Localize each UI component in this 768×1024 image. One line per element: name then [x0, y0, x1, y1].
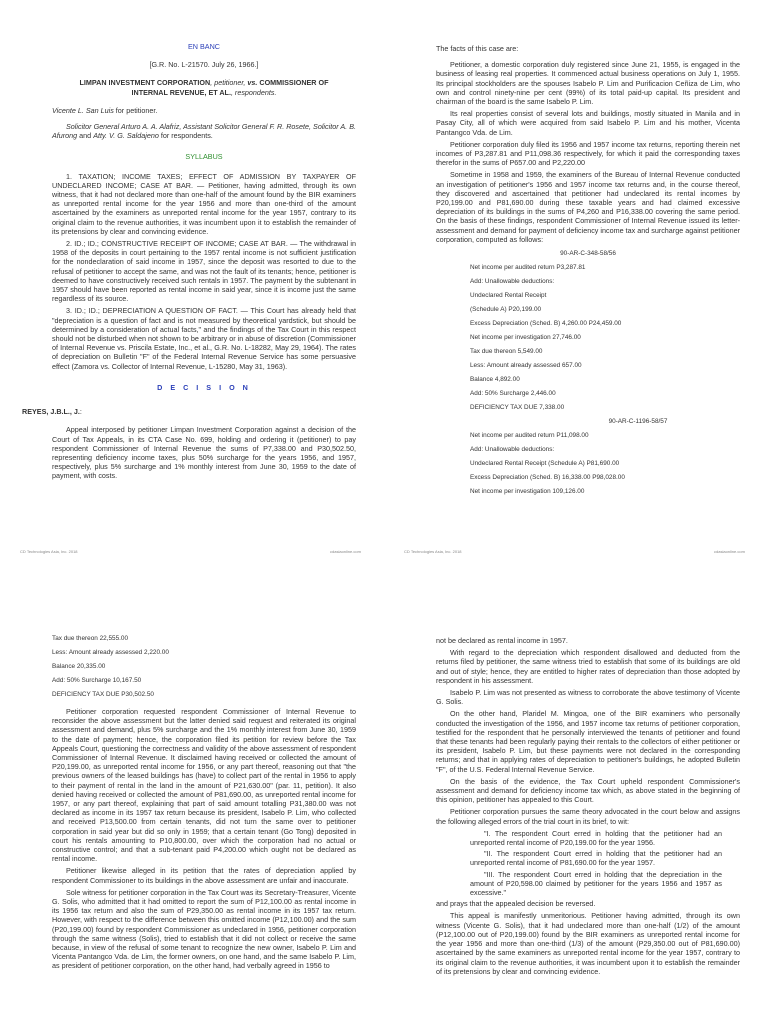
facts-intro: The facts of this case are:: [436, 44, 519, 53]
body-para-r0: not be declared as rental income in 1957.: [436, 636, 568, 645]
body-para-r4: On the basis of the evidence, the Tax Court upheld respondent Commissioner's assessment and demand for deficiency income tax which, as above stated in the beginning of this opinion, petitioner has appealed to this Court.: [436, 776, 740, 805]
comp-line: (Schedule A) P20,199.00: [470, 306, 542, 314]
comp-line: Excess Depreciation (Sched. B) 4,260.00 P24,459.00: [470, 320, 622, 328]
page-2-right: [384, 630, 768, 1024]
counsel-respondents: Solicitor General Arturo A. A. Alafriz, Assistant Solicitor General F. R. Rosete, Solicitor A. B. Afurong and Atty. V. G. Saldajeno for respondents.: [52, 122, 356, 141]
body-para-r6: and prays that the appealed decision be reversed.: [436, 899, 596, 909]
comp-line: Undeclared Rental Receipt (Schedule A) P81,690.00: [470, 460, 620, 468]
comp-line: Less: Amount already assessed 2,220.00: [52, 649, 169, 656]
ponente: REYES, J.B.L., J.:: [22, 407, 82, 417]
facts-para-4: Sometime in 1958 and 1959, the examiners of the Bureau of Internal Revenue conducted an investigation of petitioner's 1956 and 1957 income tax returns and, in the course thereof, they discovered and ascertained that petitioner had undeclared its rental incomes by P20,199.00 and P81,690.00 during these taxable years and had claimed excessive depreciation of its buildings in the sums of P4,260 and P16,338.00 covering the same period. On the basis of these findings, respondent Commissioner of Internal Revenue issued its letter- assessment and demand for payment of deficiency income tax and surcharge against petitioner corporation, computed as follows:: [436, 170, 740, 244]
body-para-r5: Petitioner corporation pursues the same theory advocated in the court below and assigns the following alleged errors of the trial court in its brief, to wit:: [436, 807, 740, 826]
counsel-petitioner: Vicente L. San Luis for petitioner.: [52, 105, 158, 115]
page-1-left: [0, 0, 384, 566]
facts-para-1: Petitioner, a domestic corporation duly registered since June 21, 1955, is engaged in the business of leasing real properties. It commenced actual business operations on July 1, 1955. Its principal stockholders are the spouses Isabelo P. Lim and Purificacion Ceñiza de Lim, who own and control ninety-nine per cent (99%) of its total paid-up capital. Its president and chairman of the board is the same Isabelo P. Lim.: [436, 60, 740, 107]
comp-line: Net income per audited return P3,287.81: [470, 264, 586, 272]
facts-para-3: Petitioner corporation duly filed its 1956 and 1957 income tax returns, reporting therein net incomes of P3,287.81 and P11,098.36 respectively, for which it paid the corresponding taxes therefor in the sums of P657.00 and P2,220.00: [436, 139, 740, 168]
syllabus-1: 1. TAXATION; INCOME TAXES; EFFECT OF ADMISSION BY TAXPAYER OF UNDECLARED INCOME; CASE AT BAR. — Petitioner, having admitted, through its own witness, that it had not declared more than one-half of the amount found by the BIR examiners as unreported rental income for the year 1956 and more than one-third of the amount ascertained by the examiners as unreported rental income for the year 1957, contrary to its original claim to the revenue authorities, it was incumbent upon it to establish the remainder of its pretensions by clear and convincing evidence.: [52, 171, 356, 236]
body-para-1: Petitioner corporation requested respondent Commissioner of Internal Revenue to reconsider the above assessment but the latter denied said request and reiterated its original assessment and demand, plus 5% surcharge and the 1% monthly interest from June 30, 1959 to the date of payment; hence, the corporation filed its petition for review before the Tax Appeals Court, questioning the correctness and validity of the above assessment of respondent Commissioner of Internal Revenue. It disclaimed having received or collected the amount of P20,199.00, as unreported rental income for 1956, or any part thereof, reasoning out that "the previous owners of the leased buildings has (have) to collect part of the rental in 1956 to apply to their payment of rental in the land in the amount of P21,630.00" (par. 11, petition). It also denied having received or collected the amount of P81,690.00, as unreported rental income for 1957, or any part thereof, explaining that part of said amount totalling P31,380.00 was not declared as income in its 1957 tax return because its president, Isabelo P. Lim, who collected and received P13,500.00 from certain tenants, did not turn the same over to petitioner corporation in said year but did so only in 1959; that a certain tenant (Go Tong) deposited in court his rentals amounting to P10,800.00, over which the corporation had no actual or constructive control; and that a sub-tenant paid P4,200.00 which ought not be declared as rental income.: [52, 707, 356, 864]
error-quote-1: "I. The respondent Court erred in holding that the petitioner had an unreported rental income of P20,199.00 for the year 1956.: [470, 828, 722, 848]
page-gap: [0, 566, 768, 630]
comp-line: Add: 50% Surcharge 2,446.00: [470, 390, 556, 398]
footer-left-2: CD Technologies Asia, Inc. 2018: [404, 549, 462, 554]
body-para-r7: This appeal is manifestly unmeritorious. Petitioner having admitted, through its own witness (Vicente G. Solis), that it had undeclared more than one-half (1/2) of the amount (P12,100.00 out of P20,199.00) found by the BIR examiners as unreported rental income for the year 1956 and more than one-third (1/3) of the amount (P29,350.00 out of P81,690.00) ascertained by the same examiners as unreported rental income for the year 1957, contrary to its original claim to the revenue authorities, it was incumbent upon it to establish the remainder of its pretensions by clear and convincing evidence.: [436, 911, 740, 976]
comp-line: Balance 20,335.00: [52, 663, 106, 670]
syllabus-2: 2. ID.; ID.; CONSTRUCTIVE RECEIPT OF INCOME; CASE AT BAR. — The withdrawal in 1958 of the deposits in court pertaining to the 1957 rental income is not sufficient justification for the nondeclaration of said income in 1957, since the deposit was resorted to due to the refusal of petitioner to accept the same, and was not the fault of its tenants; hence, petitioner is deemed to have constructively received such rentals in 1957. The payment by the subtenant in 1957 should have been reported as rental income in said year, since it is income just the same regardless of its source.: [52, 239, 356, 304]
comp-line: DEFICIENCY TAX DUE P30,502.50: [52, 691, 154, 698]
comp-line: Tax due thereon 5,549.00: [470, 348, 543, 356]
computation-2: [436, 429, 740, 499]
comp-line: Add: 50% Surcharge 10,167.50: [52, 677, 142, 684]
syllabus-3: 3. ID.; ID.; DEPRECIATION A QUESTION OF FACT. — This Court has already held that "depreciation is a question of fact and is not measured by theoretical yardstick, but should be determined by a consideration of actual facts," and the findings of the Tax Court in this respect should not be disturbed when not shown to be arbitrary or in abuse of discretion (Commissioner of Internal Revenue vs. Priscila Estate, Inc., et al., G.R. No. L-18282, May 29, 1964). The rates of depreciation on Bulletin "F" of the Federal Internal Revenue Service has some persuasive effect (Zamora vs. Collector of Internal Revenue, L-15280, May 31, 1963).: [52, 306, 356, 371]
comp-line: Net income per audited return P11,098.00: [470, 432, 589, 440]
footer-right-2: cdasiaonline.com: [714, 549, 745, 554]
comp-line: Tax due thereon 22,555.00: [52, 635, 129, 642]
error-quote-3: "III. The respondent Court erred in holding that the depreciation in the amount of P20,598.00 claimed by petitioner for the years 1956 and 1957 as excessive.": [470, 869, 722, 898]
comp-line: Add: Unallowable deductions:: [470, 446, 555, 454]
page-1-right: [384, 0, 768, 566]
body-para-2: Petitioner likewise alleged in its petition that the rates of depreciation applied by respondent Commissioner to its buildings in the above assessment are unfair and inaccurate.: [52, 866, 356, 885]
comp-line: Less: Amount already assessed 657.00: [470, 362, 582, 370]
respondent-name: COMMISSIONER OF INTERNAL REVENUE, ET AL.: [131, 78, 329, 97]
comp-line: Excess Depreciation (Sched. B) 16,338.00 P98,028.00: [470, 474, 625, 482]
error-quote-2: "II. The respondent Court erred in holding that the petitioner had an unreported rental income of P81,690.00 for the year 1957.: [470, 849, 722, 868]
left-column-2: [52, 632, 356, 974]
computation-1: [436, 261, 740, 415]
footer-left-1: CD Technologies Asia, Inc. 2018: [20, 549, 78, 554]
body-para-3: Sole witness for petitioner corporation in the Tax Court was its Secretary-Treasurer, Vicente G. Solis, who admitted that it had omitted to report the sum of P12,100.00 as rental income in its 1956 tax return and also the sum of P29,350.00 as rental income in its 1957 tax return. However, with respect to the difference between this omitted income (P12,100.00) and the sum (P20,199.00) found by respondent Commissioner as undeclared in 1956, petitioner corporation through the same witness (Solis), tried to establish that it did not collect or receive the same because, in view of the refusal of some tenant to recognize the new owner, Isabelo P. Lim and Vicenta Pantangco Vda. de Lim, the former owners, on one hand, and the same Isabelo P. Lim, as president of petitioner corporation, on the other hand, had verbally agreed in 1956 to: [52, 887, 356, 971]
case-title: LIMPAN INVESTMENT CORPORATION, petitioner, vs. COMMISSIONER OF INTERNAL REVENUE, ET AL., respondents.: [79, 78, 329, 97]
computation-1-header: 90-AR-C-348-58/56: [560, 250, 616, 258]
decision-heading: D E C I S I O N: [157, 382, 251, 392]
body-para-r2: Isabelo P. Lim was not presented as witness to corroborate the above testimony of Vicente G. Solis.: [436, 688, 740, 707]
facts-para-2: Its real properties consist of several lots and buildings, mostly situated in Manila and in Pasay City, all of which were acquired from said Isabelo P. Lim and his mother, Vicenta Pantangco Vda. de Lim.: [436, 109, 740, 137]
comp-line: Undeclared Rental Receipt: [470, 292, 547, 300]
court-heading: EN BANC: [188, 42, 220, 51]
computation-2-continued: [52, 632, 356, 702]
footer-right-1: cdasiaonline.com: [330, 549, 361, 554]
comp-line: Balance 4,892.00: [470, 376, 520, 384]
comp-line: DEFICIENCY TAX DUE 7,338.00: [470, 404, 565, 412]
left-column: [22, 42, 356, 484]
page-2-left: [0, 630, 384, 1024]
right-column-2: [436, 636, 740, 979]
decision-para-1: Appeal interposed by petitioner Limpan Investment Corporation against a decision of the Court of Tax Appeals, in its CTA Case No. 699, holding and ordering it (petitioner) to pay respondent Commissioner of Internal Revenue the sums of P7,338.00 and P30,502.50, representing deficiency income taxes, plus 50% surcharge for the years 1956, and 1957, respectively, plus 5% surcharge and 1% monthly interest from June 30, 1959 to the date of payment, with costs.: [52, 425, 356, 481]
case-number: [G.R. No. L-21570. July 26, 1966.]: [149, 60, 259, 70]
body-para-r1: With regard to the depreciation which respondent disallowed and deducted from the returns filed by petitioner, the same witness tried to establish that some of its buildings are old and out of style; hence, they are entitled to higher rates of depreciation than those adopted by respondent in his assessment.: [436, 648, 740, 685]
comp-line: Add: Unallowable deductions:: [470, 278, 555, 286]
right-column: [436, 44, 740, 499]
syllabus-heading: SYLLABUS: [185, 152, 223, 162]
comp-line: Net income per investigation 109,126.00: [470, 488, 585, 496]
petitioner-name: LIMPAN INVESTMENT CORPORATION: [79, 78, 211, 88]
body-para-r3: On the other hand, Plaridel M. Mingoa, one of the BIR examiners who personally conducted the investigation of the 1956, and 1957 income tax returns of petitioner corporation, testified for the respondent that he personally interviewed the tenants of petitioner and found that these tenants had been regularly paying their rentals to the collectors of either petitioner or its president, Isabelo P. Lim, but these payments were not declared in the corresponding returns; and that in applying rates of depreciation to petitioner's buildings, he adopted Bulletin "F", of the U.S. Federal Internal Revenue Service.: [436, 709, 740, 774]
comp-line: Net income per investigation 27,746.00: [470, 334, 581, 342]
computation-2-header: 90-AR-C-1196-58/57: [608, 418, 668, 426]
